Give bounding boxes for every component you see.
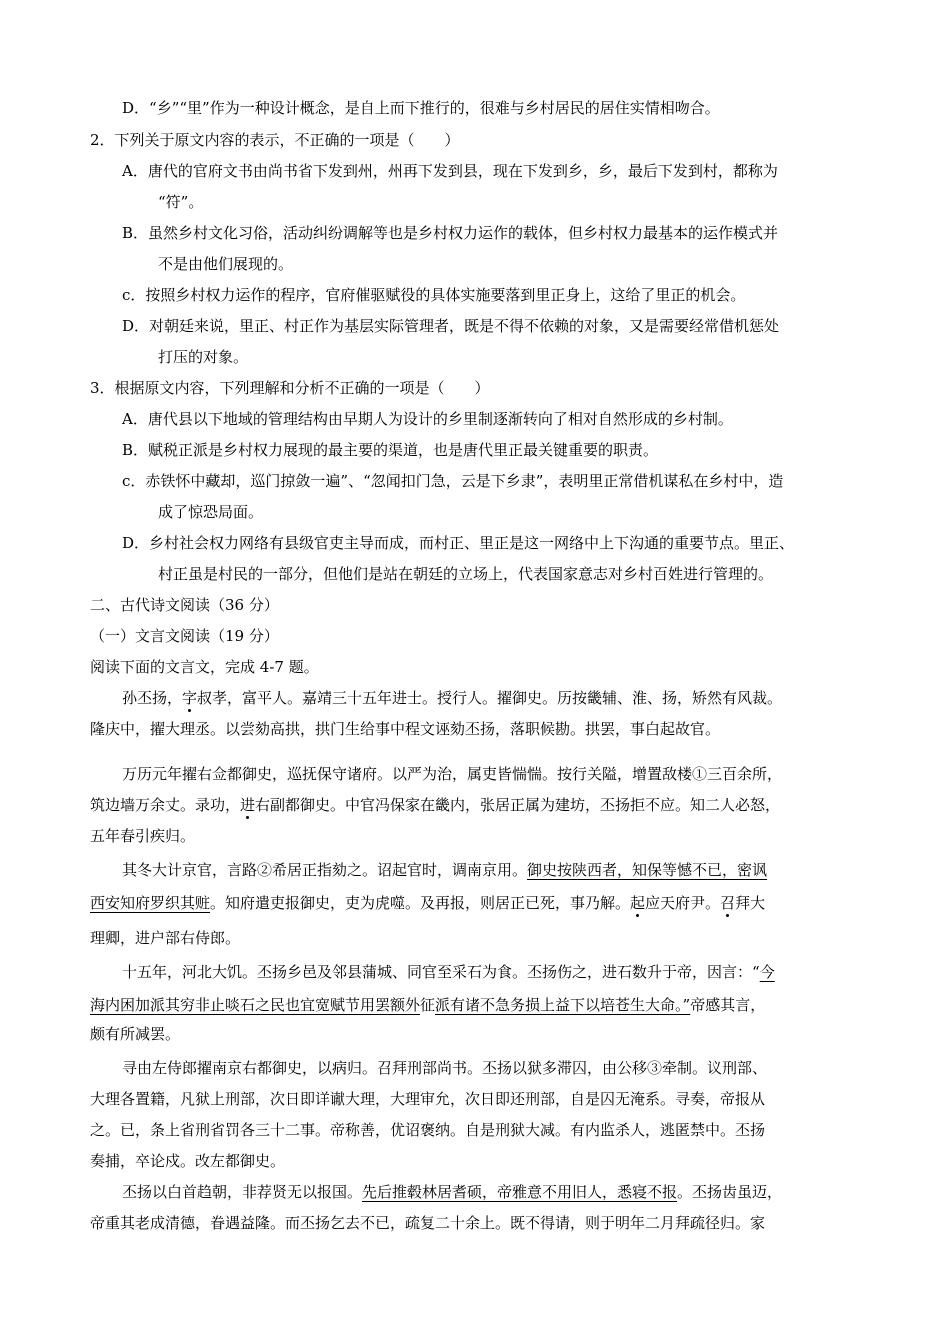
passage-p5-line3: 之。已，条上省刑省罚各三十二事。帝称善，优诏褒纳。自是刑狱大减。有内监杀人，逃匿禁中。丕扬 xyxy=(90,1121,766,1139)
passage-p6-line1: 丕扬以白首趋朝，非荐贤无以报国。先后推毂林居耆硕，帝雅意不用旧人，悉寝不报。丕扬齿虽迈， xyxy=(122,1183,783,1201)
passage-p4-line2: 海内困加派其穷非止啖石之民也宜宽赋节用罢额外征派有诸不急务损上益下以培苍生大命。”帝感其言， xyxy=(90,996,766,1014)
underlined-sentence-cont: 西安知府罗织其赃 xyxy=(90,894,211,912)
passage-p3-line2: 西安知府罗织其赃。知府遣吏报御史，吏为虎噬。及再报，则居正已死，事乃解。起应天府尹。召拜大 xyxy=(90,894,766,912)
passage-p2-line1: 万历元年擢右佥都御史，巡抚保守诸府。以严为治，属吏皆惴惴。按行关隘，增置敌楼①三百余所， xyxy=(122,765,783,783)
q2-option-a-cont: “符”。 xyxy=(158,193,204,211)
passage-p5-line2: 大理各置籍，凡狱上刑部，次日即详谳大理，大理审允，次日即还刑部，自是囚无淹系。寻奏，帝报从 xyxy=(90,1090,766,1108)
passage-p6-line2: 帝重其老成清德，眷遇益隆。而丕扬乞去不已，疏复二十余上。既不得请，则于明年二月拜疏径归。家 xyxy=(90,1214,766,1232)
q3-option-b: B．赋税正派是乡村权力展现的最主要的渠道，也是唐代里正最关键重要的职责。 xyxy=(122,441,659,459)
underlined-sentence: 先后推毂林居耆硕，帝雅意不用旧人，悉寝不报 xyxy=(362,1183,678,1201)
passage-p4-line3: 颇有所减罢。 xyxy=(90,1025,181,1043)
q2-option-b-cont: 不是由他们展现的。 xyxy=(158,255,294,273)
dotted-char: 召 xyxy=(720,894,736,912)
dotted-char: 字 xyxy=(182,689,198,707)
instructions: 阅读下面的文言文，完成 4-7 题。 xyxy=(90,658,319,676)
passage-p5-line4: 奏捕，卒论戍。改左都御史。 xyxy=(90,1152,286,1170)
dotted-char: 起 xyxy=(630,894,646,912)
q2-option-c: c．按照乡村权力运作的程序，官府催驱赋役的具体实施要落到里正身上，这给了里正的机会。 xyxy=(122,286,746,304)
q2-option-d: D．对朝廷来说，里正、村正作为基层实际管理者，既是不得不依赖的对象，又是需要经常借机惩处 xyxy=(122,317,780,335)
passage-p1-line1: 孙丕扬，字叔孝，富平人。嘉靖三十五年进士。授行人。擢御史。历按畿辅、淮、扬，矫然有风裁。 xyxy=(122,689,783,707)
underlined-sentence: 御史按陕西者，知保等憾不已，密讽 xyxy=(527,861,768,879)
underlined-sentence: 今 xyxy=(759,963,775,981)
passage-p1-line2: 隆庆中，擢大理丞。以尝劾高拱，拱门生给事中程文诬劾丕扬，落职候勘。拱罢，事白起故官。 xyxy=(90,720,721,738)
q2-stem: 2．下列关于原文内容的表示，不正确的一项是（ ） xyxy=(90,131,460,149)
q2-option-b: B．虽然乡村文化习俗，活动纠纷调解等也是乡村权力运作的载体，但乡村权力最基本的运作模式并 xyxy=(122,224,779,242)
passage-p4-line1: 十五年，河北大饥。丕扬乡邑及邻县蒲城、同官至采石为食。丕扬伤之，进石数升于帝，因言：“今 xyxy=(122,963,775,981)
section-title: 二、古代诗文阅读（36 分） xyxy=(90,596,279,614)
q2-option-a: A．唐代的官府文书由尚书省下发到州，州再下发到县，现在下发到乡，乡，最后下发到村，都称为 xyxy=(122,162,778,180)
q3-option-a: A．唐代县以下地域的管理结构由早期人为设计的乡里制逐渐转向了相对自然形成的乡村制。 xyxy=(122,410,733,428)
passage-p3-line1: 其冬大计京官，言路②希居正指劾之。诏起官时，调南京用。御史按陕西者，知保等憾不已，密讽 xyxy=(122,861,768,879)
passage-p2-line2: 筑边墙万余丈。录功，进右副都御史。中官冯保家在畿内，张居正属为建坊，丕扬拒不应。知二人必怒， xyxy=(90,796,781,814)
underlined-sentence-cont: 海内困加派其穷非止啖石之民也宜宽赋节用罢额外 xyxy=(90,996,421,1014)
q3-option-c-cont: 成了惊恐局面。 xyxy=(158,503,264,521)
q2-option-d-cont: 打压的对象。 xyxy=(158,348,249,366)
q1-option-d: D．“乡”“里”作为一种设计概念，是自上而下推行的，很难与乡村居民的居住实情相吻合。 xyxy=(122,99,720,117)
q3-option-d: D．乡村社会权力网络有县级官吏主导而成，而村正、里正是这一网络中上下沟通的重要节点。里正、 xyxy=(122,534,795,552)
q3-option-c: c．赤铁怀中藏却，巡门掠敛一遍”、“忽闻扣门急，云是下乡隶”，表明里正常借机谋私在乡村中，造 xyxy=(122,472,784,490)
q3-option-d-cont: 村正虽是村民的一部分，但他们是站在朝廷的立场上，代表国家意志对乡村百姓进行管理的。 xyxy=(158,565,774,583)
passage-p5-line1: 寻由左侍郎擢南京右都御史，以病归。召拜刑部尚书。丕扬以狱多滞囚，由公移③牵制。议刑部、 xyxy=(122,1059,768,1077)
passage-p3-line3: 理卿，进户部右侍郎。 xyxy=(90,929,241,947)
dotted-char: 进 xyxy=(240,796,256,814)
q3-stem: 3．根据原文内容，下列理解和分析不正确的一项是（ ） xyxy=(90,379,490,397)
underlined-sentence-end: 派有诸不急务损上益下以培苍生大命。” xyxy=(435,996,691,1014)
subsection-title: （一）文言文阅读（19 分） xyxy=(90,627,279,645)
passage-p2-line3: 五年春引疾归。 xyxy=(90,827,196,845)
